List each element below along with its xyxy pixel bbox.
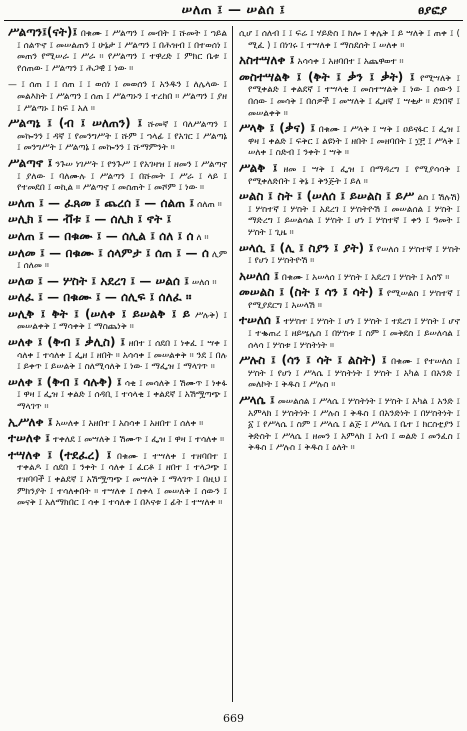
- dictionary-entry: [8, 336, 227, 374]
- entry-definition: ተሦስተ ፤ ሦስት ፤ ሆነ ፤ ሦስት ፤ ተደረገ ፤ ሦስት ፤ ሆኖ ፤ ተቈጠረ ፤ ዘይሤሌስ ፤ በሦስቱ ፤ ስም ፤ መቅደስ ፤ ይሠለሳል ፤ ሰላሳ ፤ ሦስቱ ፤ ሦስትነት ።: [248, 317, 460, 351]
- dictionary-entry: [239, 270, 460, 285]
- dictionary-entry: [8, 77, 227, 115]
- section-letter: ፀያፎያ: [418, 3, 447, 17]
- entry-headword: መሠልስ ፤ (ስት ፤ ሳን ፤ ሳት) ፤: [239, 285, 384, 300]
- entry-headword: ሠሊቅ ፤ ቅት ፤ (ሠለቀ ፤ ይሠልቅ ፤ ይ: [8, 306, 191, 321]
- entry-headword: ሠልስ ፤ ስት ፤ (ሠለሰ ፤ ይሠልስ ፤ ይሥ: [239, 189, 415, 204]
- page-header: [0, 0, 467, 22]
- entry-definition: ለ ።: [196, 232, 209, 243]
- entry-headword: ሠሊክ ፤ — ቭቱ ፤ — ሰሊክ ፤ ኖት ፤: [8, 212, 172, 227]
- entry-definition: — ፤ ሰጠ ፤ ፤ ሰጠ ፤ ፤ ወሰነ ፤ መወሰን ፤ አንዱን ፤ ለሌላው ፤ መልእክት ፤ ሥልጣን ፤ ሰጠ ፤ ሥልጣኑን ፤ ተረከበ ። ሥልጣን ፤ ያዘ ፤ ሥልጣኑ ፤ ከፍ ፤ አለ ።: [8, 80, 227, 114]
- entry-headword: ተሣለቀ ፤ (ተደፈረ) ፤: [8, 447, 112, 462]
- entry-definition: ሰለጠ ።: [197, 199, 222, 210]
- entry-headword: ኢሥለቀ ፤: [8, 414, 53, 429]
- entry-definition: ልስ ፤ ሽሉሽ) ፤ ሦስተኛ ፤ ሦስት ፤ አደረገ ፤ ሦስትዮሽ ፤ መሠልሰል ፤ ሦስት ፤ ማድረግ ፤ ይሠልሳል ፤ ሦስት ፤ ሆነ ፤ ሦስተኛ ፤ ቀን ፤ ዓመት ፤ ሦስት ፤ ጊዜ ።: [248, 193, 460, 238]
- entry-definition: ሥሉቅ) ፤ መሠልቀቅ ፤ ማሳቀቅ ፤ ማስጨነቅ ።: [17, 310, 227, 333]
- entry-headword: ሥልጣኔ ፤ (ብ ፤ ሠለጠን) ፤: [8, 116, 143, 131]
- dictionary-entry: [8, 449, 227, 510]
- entry-headword: ሠለመ ፤ — በቁሙ ፤ ሰላምታ ፤ ሰጠ ፤ — ሰ: [8, 245, 209, 260]
- entry-definition: በቁሙ ፤ ተሣለቀ ፤ ተዘባበተ ፤ ተቀልዶ ፤ ሰደበ ፤ ንቀት ፤ ሳለቀ ፤ ፈርቶ ፤ ዘበተ ፤ ተላጋጭ ፤ ተዘባባች ፤ ቀልደኛ ፤ አሽሟጣጭ ፤ መሣለቅ ፤ ማላገጥ ፤ በዚህ ፤ ምክንያት ፤ ተሳለቀበት ። ተሣለቀ ፤ ስቀላ ፤ መሠለቅ ፤ ሰውን ፤ መናቅ ፤ አለማክበር ፤ ሳቀ ፤ ተሳለቀ ፤ በእናቱ ፤ ፊት ፤ ተሣለቀ ።: [17, 451, 227, 509]
- entry-definition: መሠልሰል ፤ ሥላሴ ፤ ሦስትነት ፤ ሦስት ፤ አካል ፤ አንድ ፤ አምላክ ፤ ሦስትነት ፤ ሥሉስ ፤ ቅዱስ ፤ በአንድነት ፤ በሦስትነት ፤ ፩ ፤ የሥላሴ ፤ ስም ፤ ሥላሴ ፤ ልጅ ፤ ሥላሴ ፤ ቤተ ፤ ክርስቲያን ፤ ቅድስት ፤ ሥላሴ ፤ ዘመን ፤ አምላክ ፤ አብ ፤ ወልድ ፤ መንፈስ ፤ ቅዱስ ፤ ሥሉስ ፤ ቅዱስ ፤ ዕለት ።: [248, 397, 460, 454]
- entry-definition: ሠለሰ ።: [191, 277, 217, 288]
- entry-headword: ሠለቀ ፤ (ቅብ ፤ ቃሊስ) ፤: [8, 335, 126, 350]
- entry-headword: ሠለወ ፤ — ሦስት ፤ አደረገ ፤ — ሠልሰ ፤: [8, 273, 190, 288]
- entry-definition: አሠለቀ ፤ አዘበተ ፤ አስሳቀ ፤ አዘበተ ፤ ሰለቀ ።: [55, 418, 204, 429]
- dictionary-entry: [239, 242, 460, 268]
- entry-definition: በቁሙ ፤ አሠላሰ ፤ ሦስት ፤ አደረገ ፤ ሦስት ፤ አሰኘ ።: [281, 272, 450, 283]
- entry-definition: አሳሳቀ ፤ አዘባበተ ፤ አጨዋወተ ።: [297, 57, 404, 68]
- dictionary-entry: [239, 162, 460, 188]
- entry-headword: ሥላሴ ፤: [239, 393, 275, 408]
- dictionary-entry: [8, 247, 227, 273]
- dictionary-entry: [239, 26, 460, 52]
- column-divider: [232, 26, 233, 702]
- dictionary-entry: [8, 291, 227, 306]
- entry-headword: መስተሣልቅ ፤ (ቅት ፤ ቃን ፤ ቃት) ፤: [239, 69, 415, 84]
- dictionary-entry: [239, 54, 460, 69]
- entry-headword: አስተሣለቀ ፤: [239, 53, 295, 68]
- dictionary-entry: [239, 286, 460, 312]
- dictionary-entry: [8, 376, 227, 414]
- entry-headword: ሥልቅ ፤: [239, 160, 278, 175]
- dictionary-entry: [239, 190, 460, 239]
- entry-headword: ሠለጠ ፤ — በቁሙ ፤ — ሰሊል ፤ ሰለ ፤ ሰ: [8, 228, 194, 243]
- dictionary-entry: [8, 117, 227, 155]
- dictionary-entry: [8, 26, 227, 75]
- dictionary-entry: [8, 197, 227, 212]
- entry-headword: ሠለቀ ፤ (ቅብ ፤ ሳሉቅ) ፤: [8, 374, 122, 389]
- dictionary-entry: [8, 230, 227, 245]
- dictionary-entry: [8, 416, 227, 431]
- left-column: [8, 26, 227, 706]
- entry-definition: ሊም ፤ ሰለመ ።: [17, 249, 227, 272]
- header-rule: [4, 20, 463, 21]
- dictionary-entry: [239, 122, 460, 160]
- entry-headword: ሠለፈ ፤ — በቁሙ ፤ — ሰሊፍ ፤ ሰለፈ ።: [8, 290, 192, 305]
- entry-definition: በቁሙ ፤ ሥላቅ ፤ ሣቅ ፤ ዐይናፋር ፤ ፌዝ ፤ ዋዛ ፤ ቀልድ ፤ ፍቅር ፤ ልዩነት ፤ ዘበት ፤ መዘባበት ፤ ፲፫ ፤ ሥላቅ ፤ ሠለቀ ፤ ስድብ ፤ ንቀት ፤ ሣቅ ።: [248, 125, 460, 159]
- entry-definition: ተቀለደ ፤ መሣለቅ ፤ ሽሙጥ ፤ ፌዝ ፤ ዋዛ ፤ ተሳለቀ ።: [52, 435, 225, 446]
- entry-definition: ንጉሠ ነገሥት ፤ የንጉሥ ፤ የአገዛዝ ፤ ዘመን ፤ ሥልጣኖ ፤ ያለው ፤ ባለሙሉ ፤ ሥልጣን ፤ በሹመት ፤ ሥራ ፤ ላይ ፤ የተመደበ ፤ ወኪል ። ሥልጣኖ ፤ መስጠት ፤ መሾም ፤ ነው ።: [17, 159, 227, 194]
- entry-definition: በቁሙ ፤ ሥልጣን ፤ መብት ፤ ሹመት ፤ ኀይል ፤ ሰልጥኖ ፤ መሠልጠን ፤ ሁኔታ ፤ ሥልጣን ፤ በሕዝብ ፤ በተወሰነ ፤ መጠን የሚሠራ ፤ ሥራ ። የሥልጣን ፤ ተዋረድ ፤ ምክር ቤቱ ፤ የሰጠው ፤ ሥልጣን ፤ ሕጋዊ ፤ ነው ።: [17, 29, 227, 74]
- entry-headword: አሠለሰ ፤: [239, 268, 279, 283]
- entry-headword: ተሠለቀ ፤: [8, 431, 51, 446]
- right-column: [239, 26, 460, 706]
- dictionary-entry: [8, 157, 227, 195]
- entry-definition: በቁሙ ፤ የተሠለሰ ፤ ሦስት ፤ የሆነ ፤ ሥላሴ ፤ ሦስትነት ፤ ሦስት ፤ አካል ፤ በአንድ ፤ መለኮት ፤ ቅዱስ ፤ ሥሉስ ።: [248, 357, 460, 391]
- entry-definition: ሲሆ ፤ ሰለብ ፤ ፤ ፍሬ ፤ ሃይድስ ፤ ክሎ ፤ ቀሌቅ ፤ ይ ሣለቅ ፤ ጠቀ ፤ ( ሚፈ ) ፤ በነገሩ ፤ ተሣለቀ ፤ ማስደሰት ፤ ሠለቀ ።: [239, 29, 460, 51]
- entry-headword: ሠለጠ ፤ — ፈጸመ ፤ ጨረሰ ፤ — ሰልጠ ፤: [8, 195, 195, 210]
- page-number: 669: [223, 712, 244, 725]
- entry-headword: ሥልጣን፤(ናት)፤: [8, 26, 78, 39]
- entry-headword: ተሠለሰ ፤: [239, 313, 281, 328]
- dictionary-entry: [239, 394, 460, 455]
- running-title: ሠለጠ ፤ — ሠልሰ ፤: [181, 3, 286, 18]
- entry-headword: ሠላሲ ፤ (ሊ ፤ ስያን ፤ ያት) ፤: [239, 240, 374, 255]
- dictionary-entry: [239, 314, 460, 352]
- entry-headword: ሥልጣኖ ፤: [8, 155, 53, 170]
- dictionary-entry: [8, 308, 227, 334]
- entry-definition: ሹመኛ ፤ ባለሥልጣን ፤ መኰንን ፤ ዳኛ ፤ የመንግሥት ፤ ሹም ፤ ኀላፊ ፤ የአገር ፤ ሥልጣኔ ፤ መንግሥት ፤ ሥልጣኔ ፤ መኰንን ፤ ሹማምንት ።: [17, 120, 227, 154]
- entry-headword: ሥሉስ ፤ (ሳን ፤ ሳት ፤ ልስት) ፤: [239, 353, 387, 368]
- entry-definition: ዘበተ ፤ ሰደበ ፤ ነቀፈ ፤ ሣቀ ፤ ሳለቀ ፤ ተሳለቀ ፤ ፌዘ ፤ ዘበት ። አሳሳቀ ፤ መሠልቀቅ ። ንደ ፤ በሉ ፤ ይቀጥ ፤ ይሠልቅ ፤ ስለሚሳለቅ ፤ ነው ፤ ማፌዝ ፤ ማላገጥ ።: [17, 339, 227, 373]
- dictionary-entry: [239, 354, 460, 392]
- entry-definition: የሚሠልስ ፤ ሦስተኛ ፤ የሚያደርግ ፤ አሠላሽ ።: [248, 289, 460, 311]
- dictionary-entry: [8, 432, 227, 447]
- entry-definition: ዘመ ፤ ሣቅ ፤ ፌዝ ፤ በማዳረግ ፤ የሚያሳሳቅ ፤ የሚቀለድበት ፤ ቅኔ ፤ ቅንጅት ፤ ይለ ።: [248, 164, 460, 187]
- dictionary-entry: [239, 71, 460, 120]
- entry-headword: ሥላቅ ፤ (ቃና) ፤: [239, 121, 316, 136]
- entry-definition: የሚሣለቅ ፤ የሚቀልድ ፤ ቀልደኛ ፤ ተሣላቂ ፤ መስተሣልቅ ፤ ነው ፤ ሰውን ፤ በሰው ፤ መሳቅ ፤ በሰዎች ፤ መሣለቅ ፤ ፌዘኛ ፤ ሣቂታ ። ደንበኛ ፤ መሠልቀቅ ።: [248, 73, 460, 119]
- entry-definition: የሠለሰ ፤ ሦስተኛ ፤ ሦስት ፤ የሆነ ፤ ሦስትዮሽ ።: [248, 244, 460, 267]
- dictionary-entry: [8, 213, 227, 228]
- entry-definition: ሳቂ ፤ መሳለቅ ፤ ሽሙጥ ፤ ነቀፋ ፤ ዋዛ ፤ ፌዝ ፤ ቀልድ ፤ ሰዳቢ ፤ ተሳላቂ ፤ ቀልደኛ ፤ አሽሟጣጭ ፤ ማላገጥ ።: [17, 378, 227, 413]
- dictionary-entry: [8, 275, 227, 290]
